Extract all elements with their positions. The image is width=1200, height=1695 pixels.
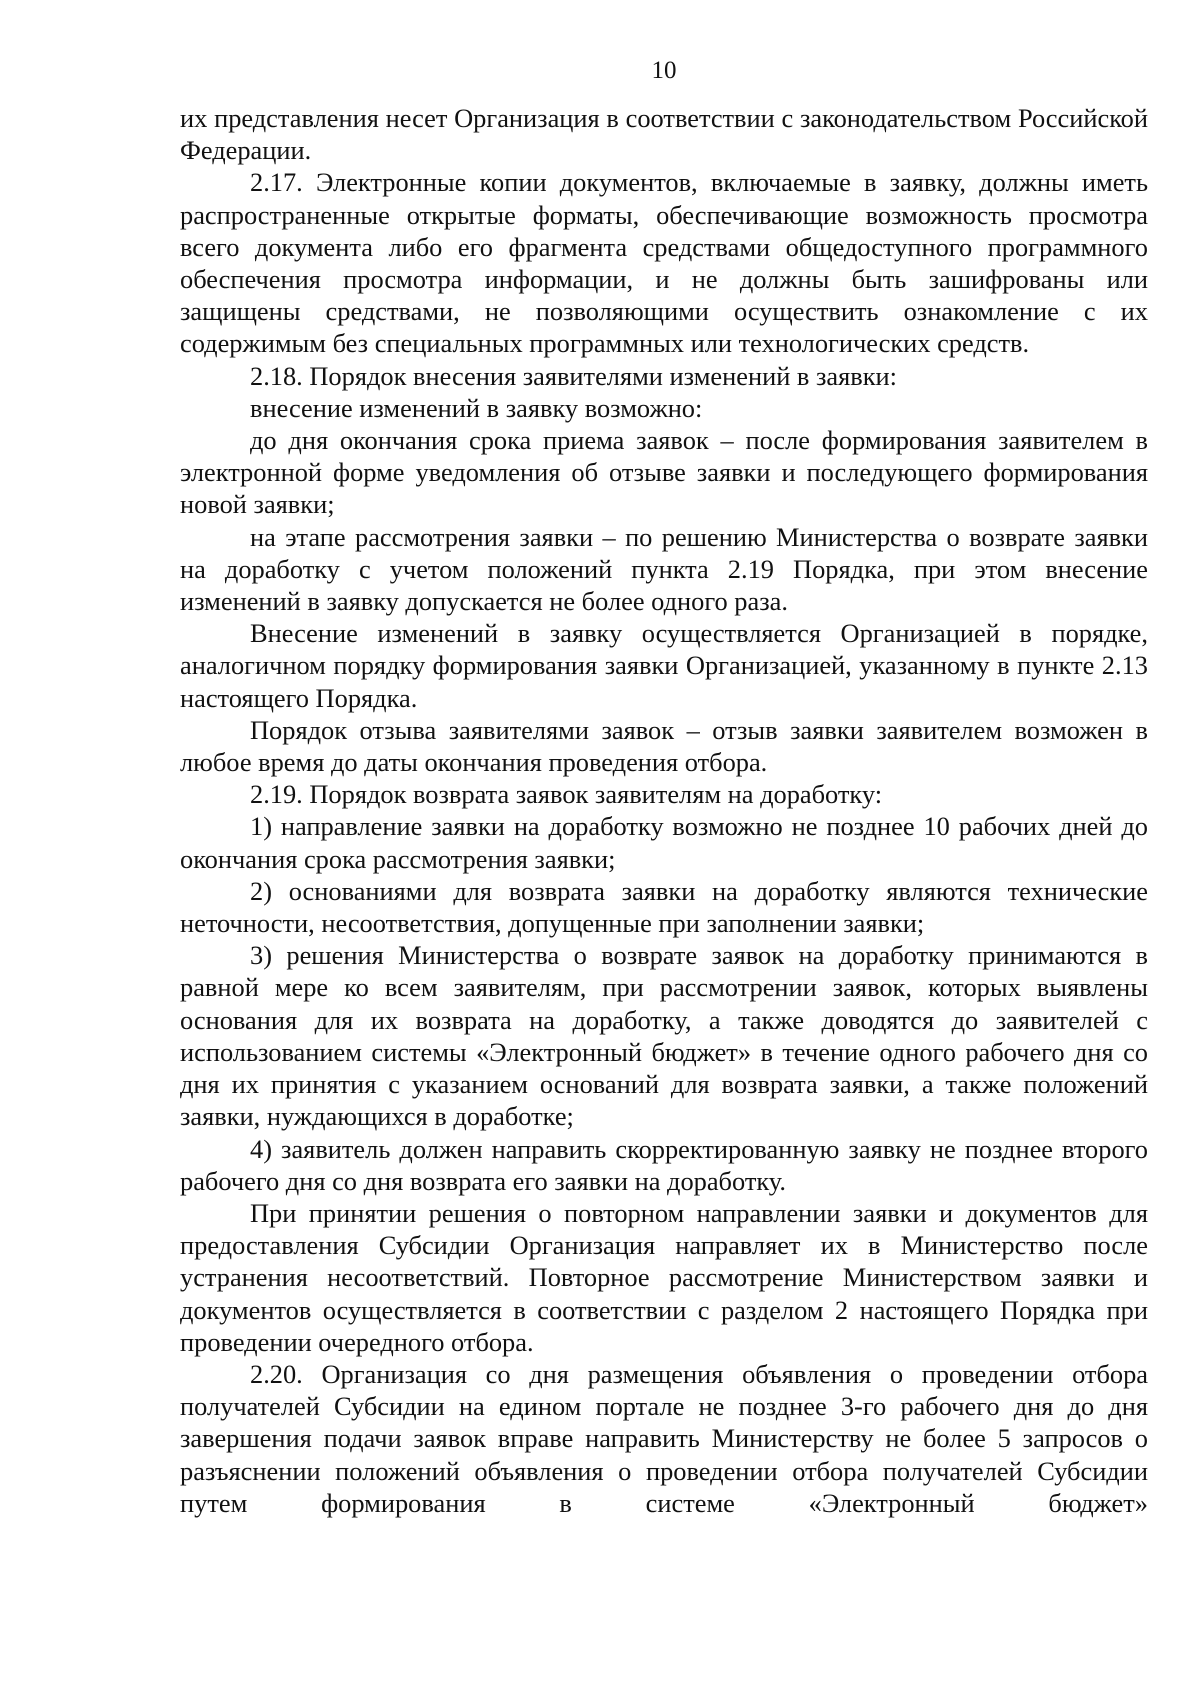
paragraph-2-18: 2.18. Порядок внесения заявителями изменений в заявки: — [250, 360, 897, 391]
paragraph-resubmission: При принятии решения о повторном направлении заявки и документов для предоставления Субсидии Организация направляет их в Министерство после устранения несоответствий. Повторное рассмотрение Министерством заявки и документов осуществляется в соответствии с разделом 2 настоящего Порядка при проведении очередного отбора. — [180, 1197, 1148, 1357]
paragraph-changes-procedure: Внесение изменений в заявку осуществляется Организацией в порядке, аналогичном порядку формирования заявки Организацией, указанному в пункте 2.13 настоящего Порядка. — [180, 618, 1148, 713]
paragraph-item-2: 2) основаниями для возврата заявки на доработку являются технические неточности, несоответствия, допущенные при заполнении заявки; — [180, 875, 1148, 939]
paragraph-item-3: 3) решения Министерства о возврате заявок на доработку принимаются в равной мере ко всем заявителям, при рассмотрении заявок, которых выявлены основания для их возврата на доработку, а также доводятся до заявителей с использованием системы «Электронный бюджет» в течение одного рабочего дня со дня их принятия с указанием оснований для возврата заявки, а также положений заявки, нуждающихся в доработке; — [180, 940, 1148, 1132]
paragraph-item-4: 4) заявитель должен направить скорректированную заявку не позднее второго рабочего дня со дня возврата его заявки на доработку. — [180, 1133, 1148, 1196]
paragraph-withdrawal: Порядок отзыва заявителями заявок – отзыв заявки заявителем возможен в любое время до даты окончания проведения отбора. — [180, 714, 1148, 778]
paragraph-item-1: 1) направление заявки на доработку возможно не позднее 10 рабочих дней до окончания срока рассмотрения заявки; — [180, 811, 1148, 874]
paragraph-changes-possible: внесение изменений в заявку возможно: — [250, 392, 703, 423]
paragraph-2-17: 2.17. Электронные копии документов, включаемые в заявку, должны иметь распространенные открытые форматы, обеспечивающие возможность просмотра всего документа либо его фрагмента средствами общедоступного программного обеспечения просмотра информации, и не должны быть зашифрованы или защищены средствами, не позволяющими осуществить ознакомление с их содержимым без специальных программных или технологических средств. — [180, 167, 1148, 359]
paragraph-1: их представления несет Организация в соответствии с законодательством Российской Федерации. — [180, 103, 1148, 166]
paragraph-2-20: 2.20. Организация со дня размещения объявления о проведении отбора получателей Субсидии на едином портале не позднее 3-го рабочего дня до дня завершения подачи заявок вправе направить Министерству не более 5 запросов о разъяснении положений объявления о проведении отбора получателей Субсидии путем формирования в системе «Электронный бюджет» — [180, 1358, 1148, 1518]
paragraph-review-stage: на этапе рассмотрения заявки – по решению Министерства о возврате заявки на доработку с учетом положений пункта 2.19 Порядка, при этом внесение изменений в заявку допускается не более одного раза. — [180, 521, 1148, 617]
page-number: 10 — [651, 57, 677, 84]
paragraph-before-deadline: до дня окончания срока приема заявок – после формирования заявителем в электронной форме уведомления об отзыве заявки и последующего формирования новой заявки; — [180, 425, 1148, 520]
paragraph-2-19: 2.19. Порядок возврата заявок заявителям на доработку: — [250, 779, 883, 810]
